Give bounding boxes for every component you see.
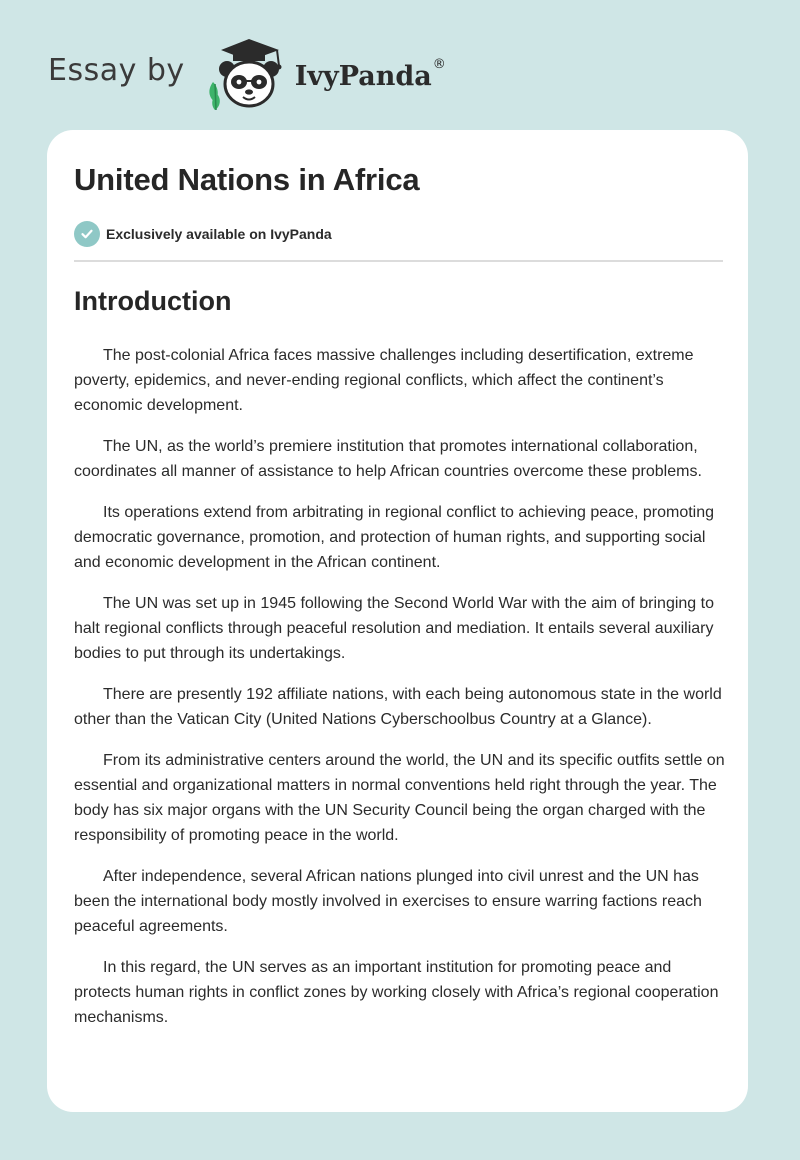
section-heading-introduction: Introduction	[74, 286, 232, 316]
paragraph: The post-colonial Africa faces massive challenges including desertification, extreme poverty, epidemics, and never-ending regional conflicts, which affect the continent’s economic development.	[74, 347, 694, 414]
paragraph: In this regard, the UN serves as an important institution for promoting peace and protects human rights in conflict zones by working closely with Africa’s regional cooperation mechanisms.	[74, 959, 719, 1026]
paragraph: After independence, several African nations plunged into civil unrest and the UN has been the international body mostly involved in exercises to ensure warring factions reach peaceful agreements.	[74, 868, 702, 935]
paragraph: There are presently 192 affiliate nations, with each being autonomous state in the world other than the Vatican City (United Nations Cyberschoolbus Country at a Glance).	[74, 686, 722, 728]
exclusive-badge	[74, 221, 332, 247]
ivypanda-logo[interactable]	[48, 36, 446, 112]
essay-by-label: Essay by	[48, 52, 185, 88]
paragraph: Its operations extend from arbitrating in regional conflict to achieving peace, promoting democratic governance, promotion, and protection of human rights, and supporting social and economic development in the African continent.	[74, 504, 715, 571]
paragraph: From its administrative centers around the world, the UN and its specific outfits settle on essential and organizational matters in normal conventions held right through the year. The body has six major organs with the UN Security Council being the organ charged with the responsibility of promoting peace in the world.	[74, 752, 725, 844]
exclusive-badge-label: Exclusively available on IvyPanda	[106, 226, 332, 242]
paragraph: The UN, as the world’s premiere institution that promotes international collaboration, coordinates all manner of assistance to help African countries overcome these problems.	[74, 438, 702, 480]
paragraph: The UN was set up in 1945 following the Second World War with the aim of bringing to halt regional conflicts through peaceful resolution and mediation. It entails several auxiliary bodies to put through its undertakings.	[74, 595, 714, 662]
check-circle-icon	[74, 221, 100, 247]
title-divider	[74, 260, 723, 262]
essay-body	[74, 343, 726, 1046]
registered-mark: ®	[432, 56, 446, 72]
essay-card	[47, 130, 748, 1112]
panda-graduation-cap-icon	[199, 36, 299, 112]
essay-title: United Nations in Africa	[74, 162, 420, 197]
brand-name: IvyPanda	[294, 60, 432, 92]
